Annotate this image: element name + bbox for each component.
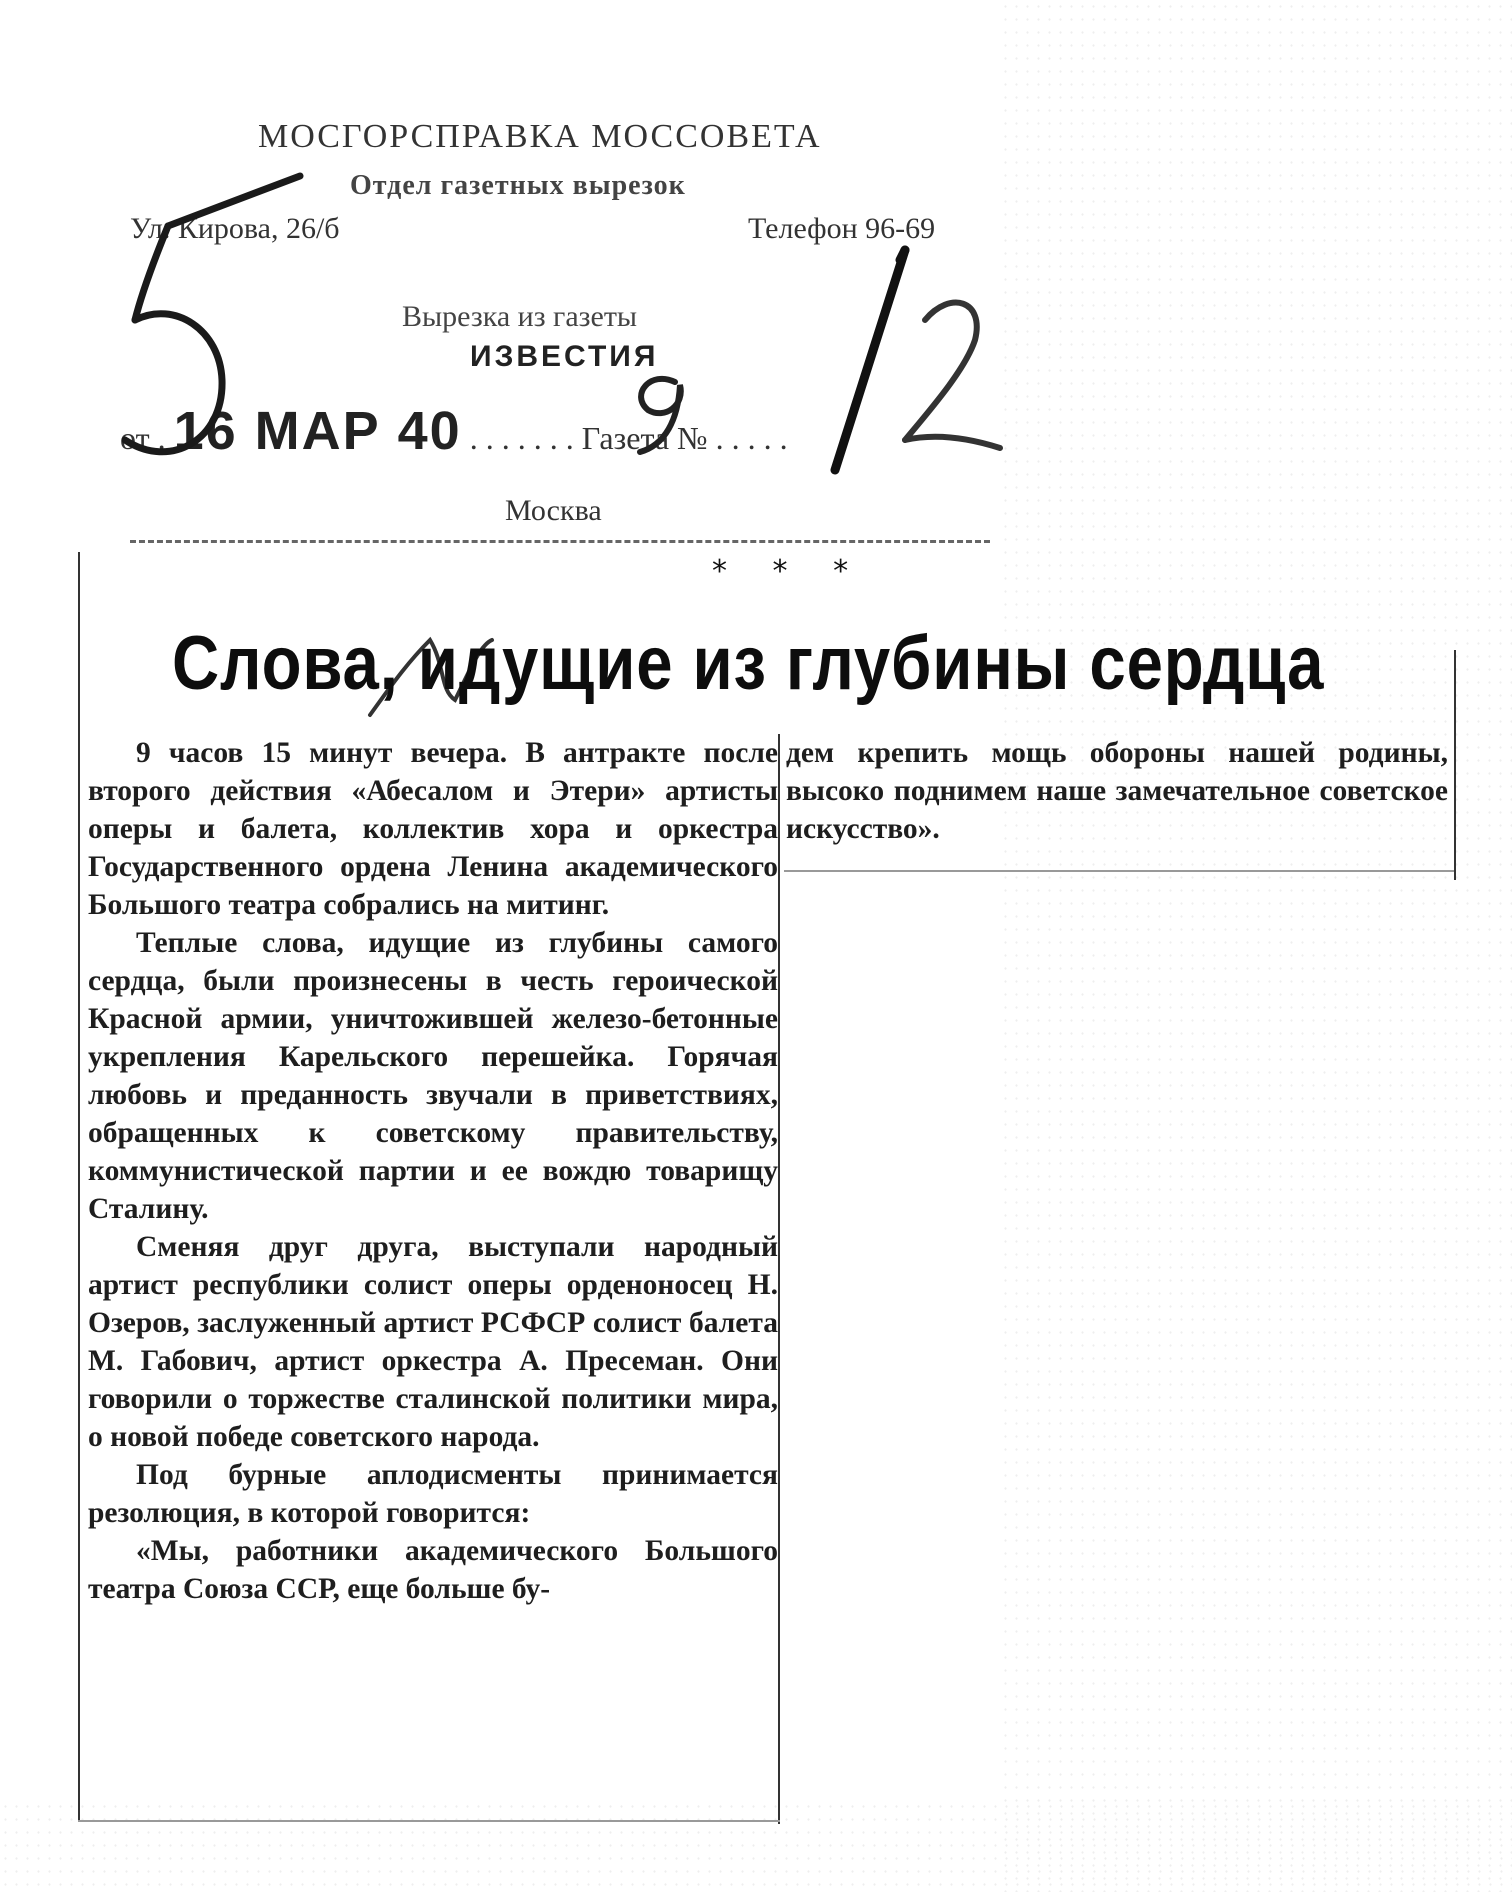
clipping-from-label: Вырезка из газеты: [402, 300, 638, 333]
article-left-column: [88, 734, 778, 1608]
header-divider: [130, 540, 990, 543]
article-title: Слова, идущие из глубины сердца: [172, 621, 1325, 706]
organization-name: МОСГОРСПРАВКА МОССОВЕТА: [258, 118, 822, 155]
article-paragraph: Сменяя друг друга, выступали народный артист республики солист оперы орденоносец Н. Озеров, заслуженный артист РСФСР солист балета М. Габович, артист оркестра А. Пресеман. Они говорили о торжестве сталинской политики мира, о новой победе советского народа.: [88, 1231, 778, 1453]
article-paragraph: Под бурные аплодисменты принимается резолюция, в которой говорится:: [88, 1459, 778, 1529]
phone-text: Телефон 96-69: [748, 212, 936, 245]
article-paragraph: 9 часов 15 минут вечера. В антракте после второго действия «Абесалом и Этери» артисты оперы и балета, коллектив хора и оркестра Государственного ордена Ленина академического Большого театра собрались на митинг.: [88, 737, 778, 921]
article-paragraph: дем крепить мощь обороны нашей родины, высоко поднимем наше замечательное советское искусство».: [786, 737, 1448, 845]
newspaper-name: ИЗВЕСТИЯ: [470, 340, 659, 373]
address-text: Ул. Кирова, 26/б: [130, 212, 340, 245]
department-name: Отдел газетных вырезок: [350, 170, 686, 201]
date-stamp: 16 МАР 40: [173, 401, 462, 461]
column-divider-line: [778, 734, 780, 1824]
article-paragraph: «Мы, работники академического Большого театра Союза ССР, еще больше бу-: [88, 1535, 778, 1605]
handwritten-slash: [835, 250, 905, 470]
frame-bottom-line: [78, 1820, 780, 1822]
separator-stars: * * *: [712, 554, 867, 589]
date-prefix: от: [120, 420, 150, 456]
scan-noise-bottom: [0, 1800, 1512, 1892]
right-column-bottom-rule: [784, 870, 1454, 872]
frame-left-line: [78, 552, 80, 1822]
city-text: Москва: [505, 494, 602, 527]
article-paragraph: Теплые слова, идущие из глубины самого сердца, были произнесены в честь героической Красной армии, уничтожившей железо-бетонные укрепления Карельского перешейка. Горячая любовь и преданность звучали в приветствиях, обращенных к советскому правительству, коммунистической партии и ее вождю товарищу Сталину.: [88, 927, 778, 1225]
frame-right-line: [1454, 650, 1456, 880]
article-right-column: [786, 734, 1448, 848]
scan-noise-right: [1000, 0, 1512, 1892]
date-line: от . 16 МАР 40 . . . . . . . Газета № . . . . .: [120, 401, 788, 461]
handwritten-two: [905, 303, 1000, 448]
issue-label: Газета №: [581, 420, 708, 456]
